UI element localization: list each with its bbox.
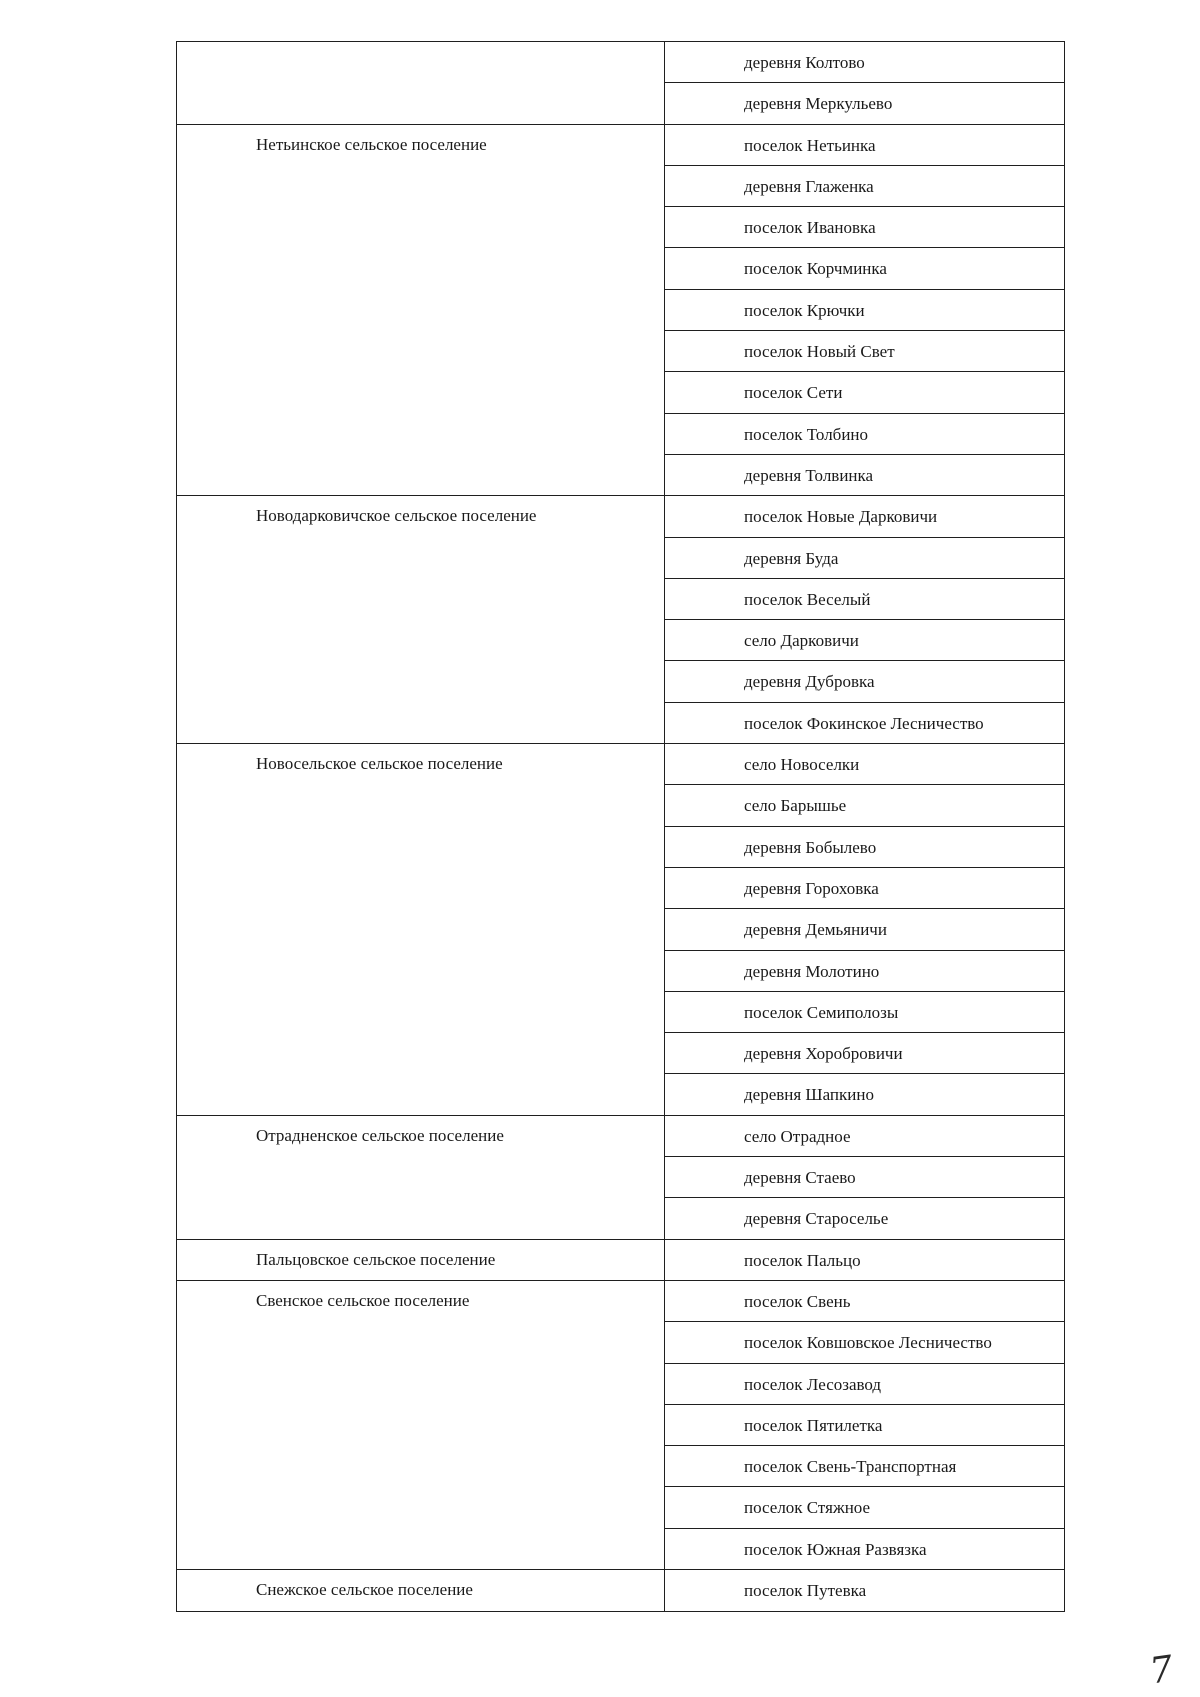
locality-cell: деревня Колтово — [665, 42, 1065, 83]
locality-cell: деревня Меркульево — [665, 83, 1065, 124]
locality-cell: деревня Стаево — [665, 1157, 1065, 1198]
locality-cell: село Отрадное — [665, 1115, 1065, 1156]
locality-cell: поселок Ковшовское Лесничество — [665, 1322, 1065, 1363]
locality-cell: поселок Корчминка — [665, 248, 1065, 289]
table-row — [177, 1239, 1065, 1280]
locality-cell: деревня Гороховка — [665, 867, 1065, 908]
table-row — [177, 1115, 1065, 1156]
settlement-name-cell: Пальцовское сельское поселение — [177, 1239, 665, 1280]
locality-cell: поселок Южная Развязка — [665, 1528, 1065, 1569]
locality-cell: поселок Толбино — [665, 413, 1065, 454]
locality-cell: поселок Нетьинка — [665, 124, 1065, 165]
locality-cell: деревня Толвинка — [665, 454, 1065, 495]
locality-cell: деревня Хоробровичи — [665, 1033, 1065, 1074]
locality-cell: поселок Лесозавод — [665, 1363, 1065, 1404]
table-row — [177, 1569, 1065, 1611]
locality-cell: поселок Пальцо — [665, 1239, 1065, 1280]
locality-cell: поселок Свень — [665, 1280, 1065, 1321]
locality-cell: поселок Путевка — [665, 1569, 1065, 1611]
settlement-name-cell: Отрадненское сельское поселение — [177, 1115, 665, 1239]
table-row — [177, 124, 1065, 165]
settlement-name-cell: Новодарковичское сельское поселение — [177, 496, 665, 744]
settlement-name-cell — [177, 42, 665, 125]
locality-cell: деревня Молотино — [665, 950, 1065, 991]
locality-cell: поселок Свень-Транспортная — [665, 1446, 1065, 1487]
locality-cell: село Дарковичи — [665, 620, 1065, 661]
locality-cell: деревня Дубровка — [665, 661, 1065, 702]
locality-cell: поселок Пятилетка — [665, 1404, 1065, 1445]
locality-cell: поселок Сети — [665, 372, 1065, 413]
locality-cell: поселок Фокинское Лесничество — [665, 702, 1065, 743]
table-row — [177, 496, 1065, 537]
settlements-table — [176, 41, 1065, 1612]
settlement-name-cell: Нетьинское сельское поселение — [177, 124, 665, 496]
locality-cell: поселок Семиполозы — [665, 991, 1065, 1032]
locality-cell: село Новоселки — [665, 744, 1065, 785]
locality-cell: поселок Крючки — [665, 289, 1065, 330]
locality-cell: деревня Буда — [665, 537, 1065, 578]
settlement-name-cell: Свенское сельское поселение — [177, 1280, 665, 1569]
table-row — [177, 744, 1065, 785]
settlement-name-cell: Новосельское сельское поселение — [177, 744, 665, 1116]
locality-cell: деревня Бобылево — [665, 826, 1065, 867]
locality-cell: поселок Веселый — [665, 578, 1065, 619]
locality-cell: деревня Демьяничи — [665, 909, 1065, 950]
page-number: 7 — [1147, 1648, 1176, 1693]
locality-cell: деревня Шапкино — [665, 1074, 1065, 1115]
locality-cell: деревня Староселье — [665, 1198, 1065, 1239]
locality-cell: поселок Стяжное — [665, 1487, 1065, 1528]
locality-cell: деревня Глаженка — [665, 165, 1065, 206]
locality-cell: поселок Новый Свет — [665, 331, 1065, 372]
locality-cell: село Барышье — [665, 785, 1065, 826]
locality-cell: поселок Ивановка — [665, 207, 1065, 248]
settlement-name-cell: Снежское сельское поселение — [177, 1569, 665, 1611]
table-row — [177, 42, 1065, 83]
locality-cell: поселок Новые Дарковичи — [665, 496, 1065, 537]
table-row — [177, 1280, 1065, 1321]
